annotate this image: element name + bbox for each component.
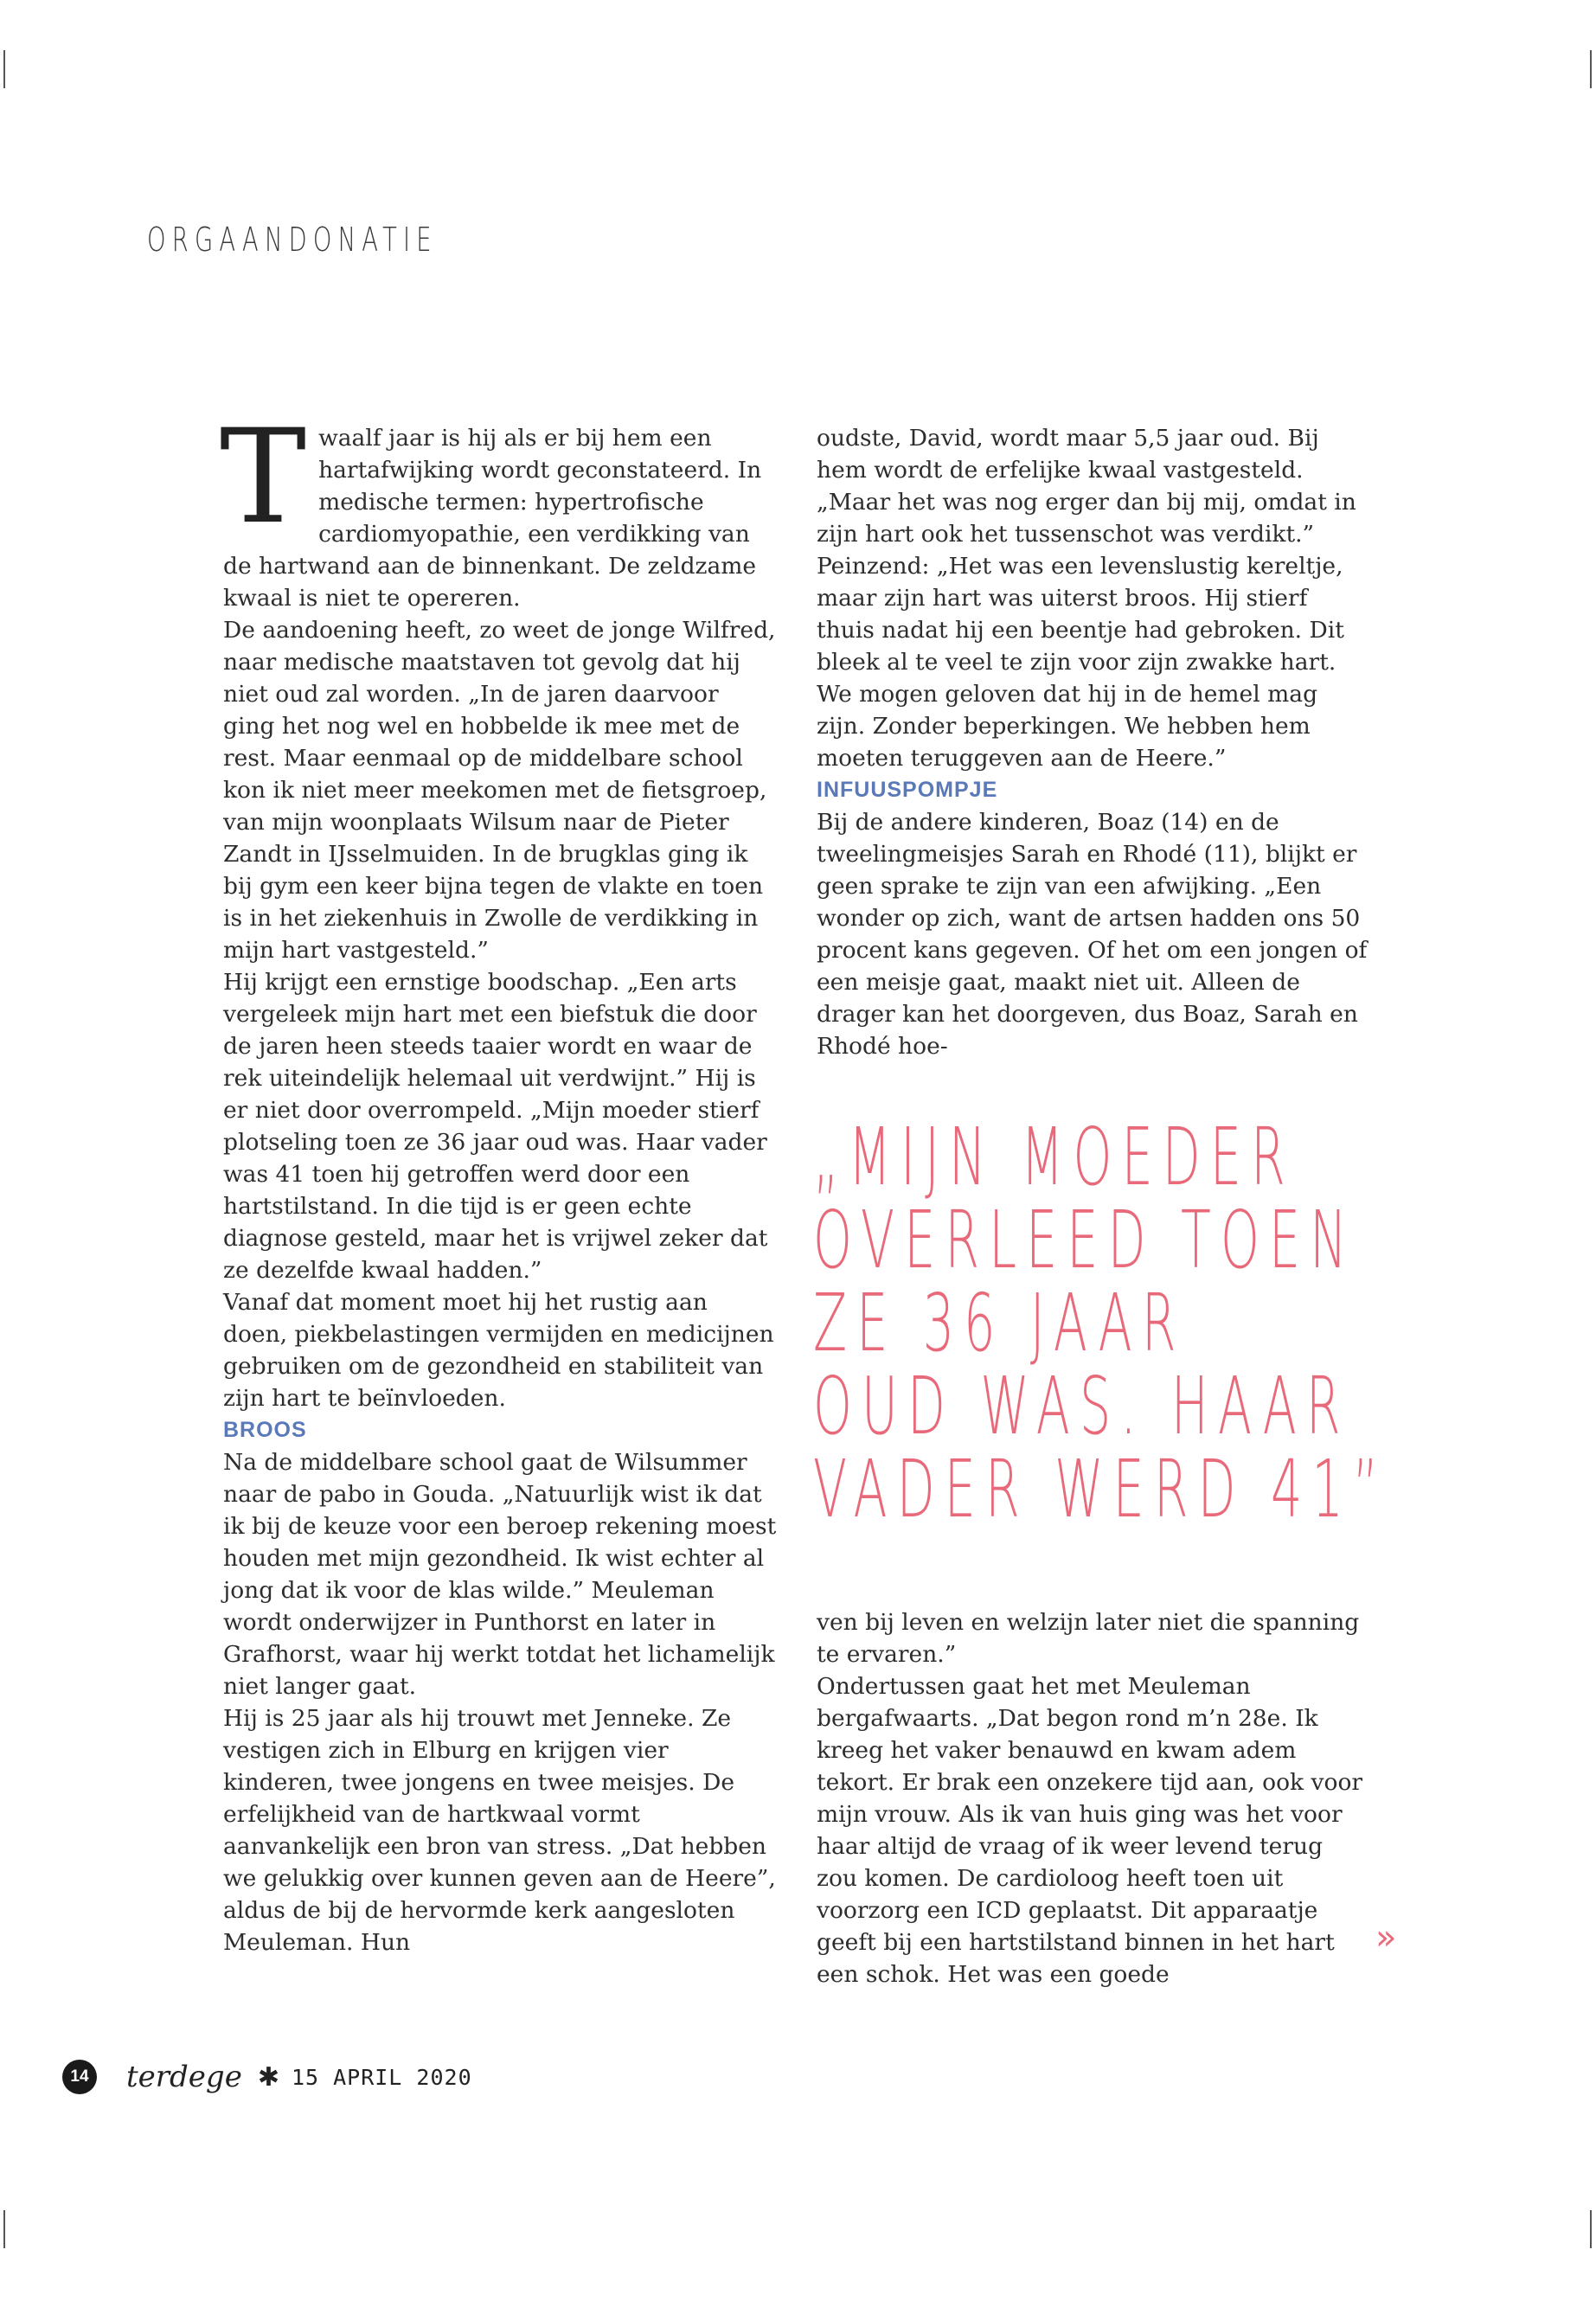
crop-mark-bottom-left [3,2210,5,2248]
pull-quote-line: OUD WAS. HAAR [813,1360,1350,1452]
paragraph: Vanaf dat moment moet hij het rustig aan doen, piekbelastingen vermijden en medicijnen gebruiken om de gezondheid en stabiliteit van zijn hart te beïnvloeden. [223,1289,774,1412]
asterisk-icon: ✱ [257,2061,279,2093]
dropcap: T [220,402,307,553]
page-footer [62,2057,472,2097]
paragraph: Hij krijgt een ernstige boodschap. „Een arts vergeleek mijn hart met een biefstuk die door de jaren heen steeds taaier wordt en waar de rek uiteindelijk helemaal uit verdwijnt.” Hij is er niet door overrompeld. „Mijn moeder stierf plotseling toen ze 36 jaar oud was. Haar vader was 41 toen hij getroffen werd door een hartstilstand. In die tijd is er geen echte diagnose gesteld, maar het is vrijwel zeker dat ze dezelfde kwaal hadden.” [223,969,768,1284]
subhead-broos: BROOS [223,1418,307,1442]
paragraph: oudste, David, wordt maar 5,5 jaar oud. Bij hem wordt de erfelijke kwaal vastgesteld. „Maar het was nog erger dan bij mij, omdat in zijn hart ook het tussenschot was verdikt.” Peinzend: „Het was een levenslustig kereltje, maar zijn hart was uiterst broos. Hij stierf thuis nadat hij een beentje had gebroken. Dit bleek al te veel te zijn voor zijn zwakke hart. We mogen geloven dat hij in de hemel mag zijn. Zonder beperkingen. We hebben hem moeten teruggeven aan de Heere.” [817,425,1356,772]
crop-mark-top-left [3,50,5,88]
issue-date: 15 APRIL 2020 [291,2064,472,2090]
subhead-infuuspompje: INFUUSPOMPJE [817,778,998,802]
intro-paragraph [220,402,777,614]
pull-quote-line: VADER WERD 41” [813,1443,1388,1535]
article-column-right-bottom [817,1606,1370,1990]
paragraph: Hij is 25 jaar als hij trouwt met Jenneke. Ze vestigen zich in Elburg en krijgen vier kinderen, twee jongens en twee meisjes. De erfelijkheid van de hartkwaal vormt aanvankelijk een bron van stress. „Dat hebben we gelukkig over kunnen geven aan de Heere”, aldus de bij de hervormde kerk aangesloten Meuleman. Hun [223,1705,776,1956]
pull-quote [813,1111,1388,1535]
paragraph: Na de middelbare school gaat de Wilsummer naar de pabo in Gouda. „Natuurlijk wist ik dat ik bij de keuze voor een beroep rekening moest houden met mijn gezondheid. Ik wist echter al jong dat ik voor de klas wilde.” Meuleman wordt onderwijzer in Punthorst en later in Grafhorst, waar hij werkt totdat het lichamelijk niet langer gaat. [223,1449,777,1700]
article-column-left [220,402,777,1958]
paragraph: ven bij leven en welzijn later niet die spanning te ervaren.” [817,1609,1360,1668]
pull-quote-line: „MIJN MOEDER [813,1111,1295,1203]
paragraph: Ondertussen gaat het met Meuleman bergafwaarts. „Dat begon rond m’n 28e. Ik kreeg het vaker benauwd en kwam adem tekort. Er brak een onzekere tijd aan, ook voor mijn vrouw. Als ik van huis ging was het voor haar altijd de vraag of ik weer levend terug zou komen. De cardioloog heeft toen uit voorzorg een ICD geplaatst. Dit apparaatje geeft bij een hartstilstand binnen in het hart een schok. Het was een goede [817,1673,1363,1988]
section-label: ORGAANDONATIE [147,221,438,259]
intro-text: waalf jaar is hij als er bij hem een hartafwijking wordt geconstateerd. In medische termen: hypertrofische cardiomyopathie, een verdikking van de hartwand aan de binnenkant. De zeldzame kwaal is niet te opereren. [223,425,762,612]
crop-mark-top-right [1590,50,1592,88]
article-column-right-top [817,422,1370,1062]
paragraph: Bij de andere kinderen, Boaz (14) en de tweelingmeisjes Sarah en Rhodé (11), blijkt er geen sprake te zijn van een afwijking. „Een wonder op zich, want de artsen hadden ons 50 procent kans gegeven. Of het om een jongen of een meisje gaat, maakt niet uit. Alleen de drager kan het doorgeven, dus Boaz, Sarah en Rhodé hoe- [817,809,1368,1060]
page-number: 14 [62,2060,97,2094]
magazine-brand: terdege [126,2060,242,2094]
pull-quote-line: ZE 36 JAAR [813,1277,1186,1369]
continue-arrow-icon: » [1375,1918,1397,1958]
pull-quote-line: OVERLEED TOEN [813,1194,1357,1286]
paragraph: De aandoening heeft, zo weet de jonge Wilfred, naar medische maatstaven tot gevolg dat hij niet oud zal worden. „In de jaren daarvoor ging het nog wel en hobbelde ik mee met de rest. Maar eenmaal op de middelbare school kon ik niet meer meekomen met de fietsgroep, van mijn woonplaats Wilsum naar de Pieter Zandt in IJsselmuiden. In de brugklas ging ik bij gym een keer bijna tegen de vlakte en toen is in het ziekenhuis in Zwolle de verdikking in mijn hart vastgesteld.” [223,617,776,964]
crop-mark-bottom-right [1590,2210,1592,2248]
